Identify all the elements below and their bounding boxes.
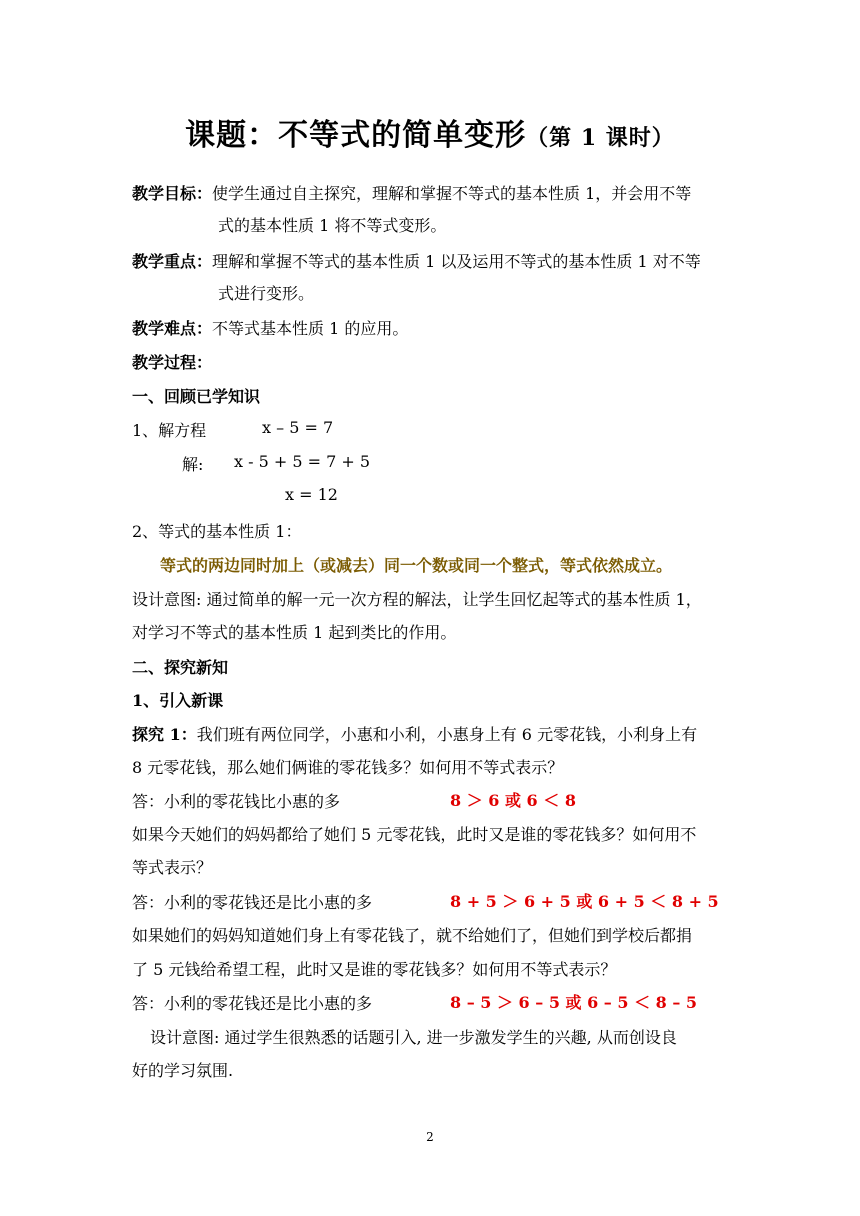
page-number: 2: [426, 1130, 434, 1144]
answer-3: 答：小利的零花钱还是比小惠的多: [132, 994, 373, 1013]
question-2-line-1: 如果今天她们的妈妈都给了她们 5 元零花钱，此时又是谁的零花钱多？如何用不: [132, 825, 697, 844]
key-points-text-2: 式进行变形。: [218, 284, 315, 303]
explore-text-1: 我们班有两位同学，小惠和小利，小惠身上有 6 元零花钱，小利身上有: [196, 725, 698, 744]
answer-2-expression: 8 + 5 ＞ 6 + 5 或 6 + 5 ＜ 8 + 5: [450, 892, 719, 911]
key-points-label: 教学重点：: [132, 252, 213, 271]
solution-step-2: x = 12: [285, 485, 338, 504]
explore-text-2: 8 元零花钱，那么她们俩谁的零花钱多？如何用不等式表示？: [132, 758, 564, 777]
objectives-line-1: [132, 181, 691, 204]
title-main: 课题：不等式的简单变形: [185, 118, 527, 153]
design-intent-1-line-1: 设计意图: 通过简单的解一元一次方程的解法，让学生回忆起等式的基本性质 1，: [132, 590, 702, 609]
difficulty-line: [132, 316, 408, 339]
objectives-text-1: 使学生通过自主探究，理解和掌握不等式的基本性质 1，并会用不等: [212, 184, 692, 203]
answer-1: 答：小利的零花钱比小惠的多: [132, 792, 341, 811]
section1-heading: 一、回顾已学知识: [132, 387, 261, 406]
solution-label: 解:: [182, 455, 204, 474]
process-label: 教学过程：: [132, 353, 213, 372]
section2-subheading: 1、引入新课: [132, 691, 224, 710]
equation-label: 1、解方程: [132, 421, 207, 440]
answer-1-expression: 8 ＞ 6 或 6 ＜ 8: [450, 791, 576, 810]
equality-property: 等式的两边同时加上（或减去）同一个数或同一个整式，等式依然成立。: [160, 556, 673, 575]
question-2-line-2: 等式表示？: [132, 858, 213, 877]
objectives-text-2: 式的基本性质 1 将不等式变形。: [218, 216, 447, 235]
property-label: 2、等式的基本性质 1：: [132, 522, 302, 541]
section2-heading: 二、探究新知: [132, 658, 229, 677]
equation: x – 5 = 7: [262, 418, 334, 437]
question-3-line-1: 如果她们的妈妈知道她们身上有零花钱了，就不给她们了，但她们到学校后都捐: [132, 926, 693, 945]
difficulty-label: 教学难点：: [132, 319, 213, 338]
design-intent-2-line-1: 设计意图: 通过学生很熟悉的话题引入, 进一步激发学生的兴趣, 从而创设良: [150, 1028, 677, 1047]
difficulty-text: 不等式基本性质 1 的应用。: [212, 319, 409, 338]
objectives-label: 教学目标：: [132, 184, 213, 203]
page-title: [0, 110, 860, 154]
solution-step-1: x - 5 + 5 = 7 + 5: [234, 452, 371, 471]
explore-line-1: [132, 722, 697, 745]
key-points-text-1: 理解和掌握不等式的基本性质 1 以及运用不等式的基本性质 1 对不等: [212, 252, 701, 271]
question-3-line-2: 了 5 元钱给希望工程，此时又是谁的零花钱多？如何用不等式表示？: [132, 960, 617, 979]
design-intent-2-line-2: 好的学习氛围.: [132, 1061, 234, 1080]
answer-3-expression: 8 – 5 ＞ 6 – 5 或 6 – 5 ＜ 8 – 5: [450, 993, 698, 1012]
explore-label: 探究 1：: [132, 725, 197, 744]
key-points-line-1: [132, 249, 701, 272]
answer-2: 答：小利的零花钱还是比小惠的多: [132, 893, 373, 912]
design-intent-1-line-2: 对学习不等式的基本性质 1 起到类比的作用。: [132, 623, 457, 642]
title-sub: （第 1 课时）: [526, 125, 675, 151]
